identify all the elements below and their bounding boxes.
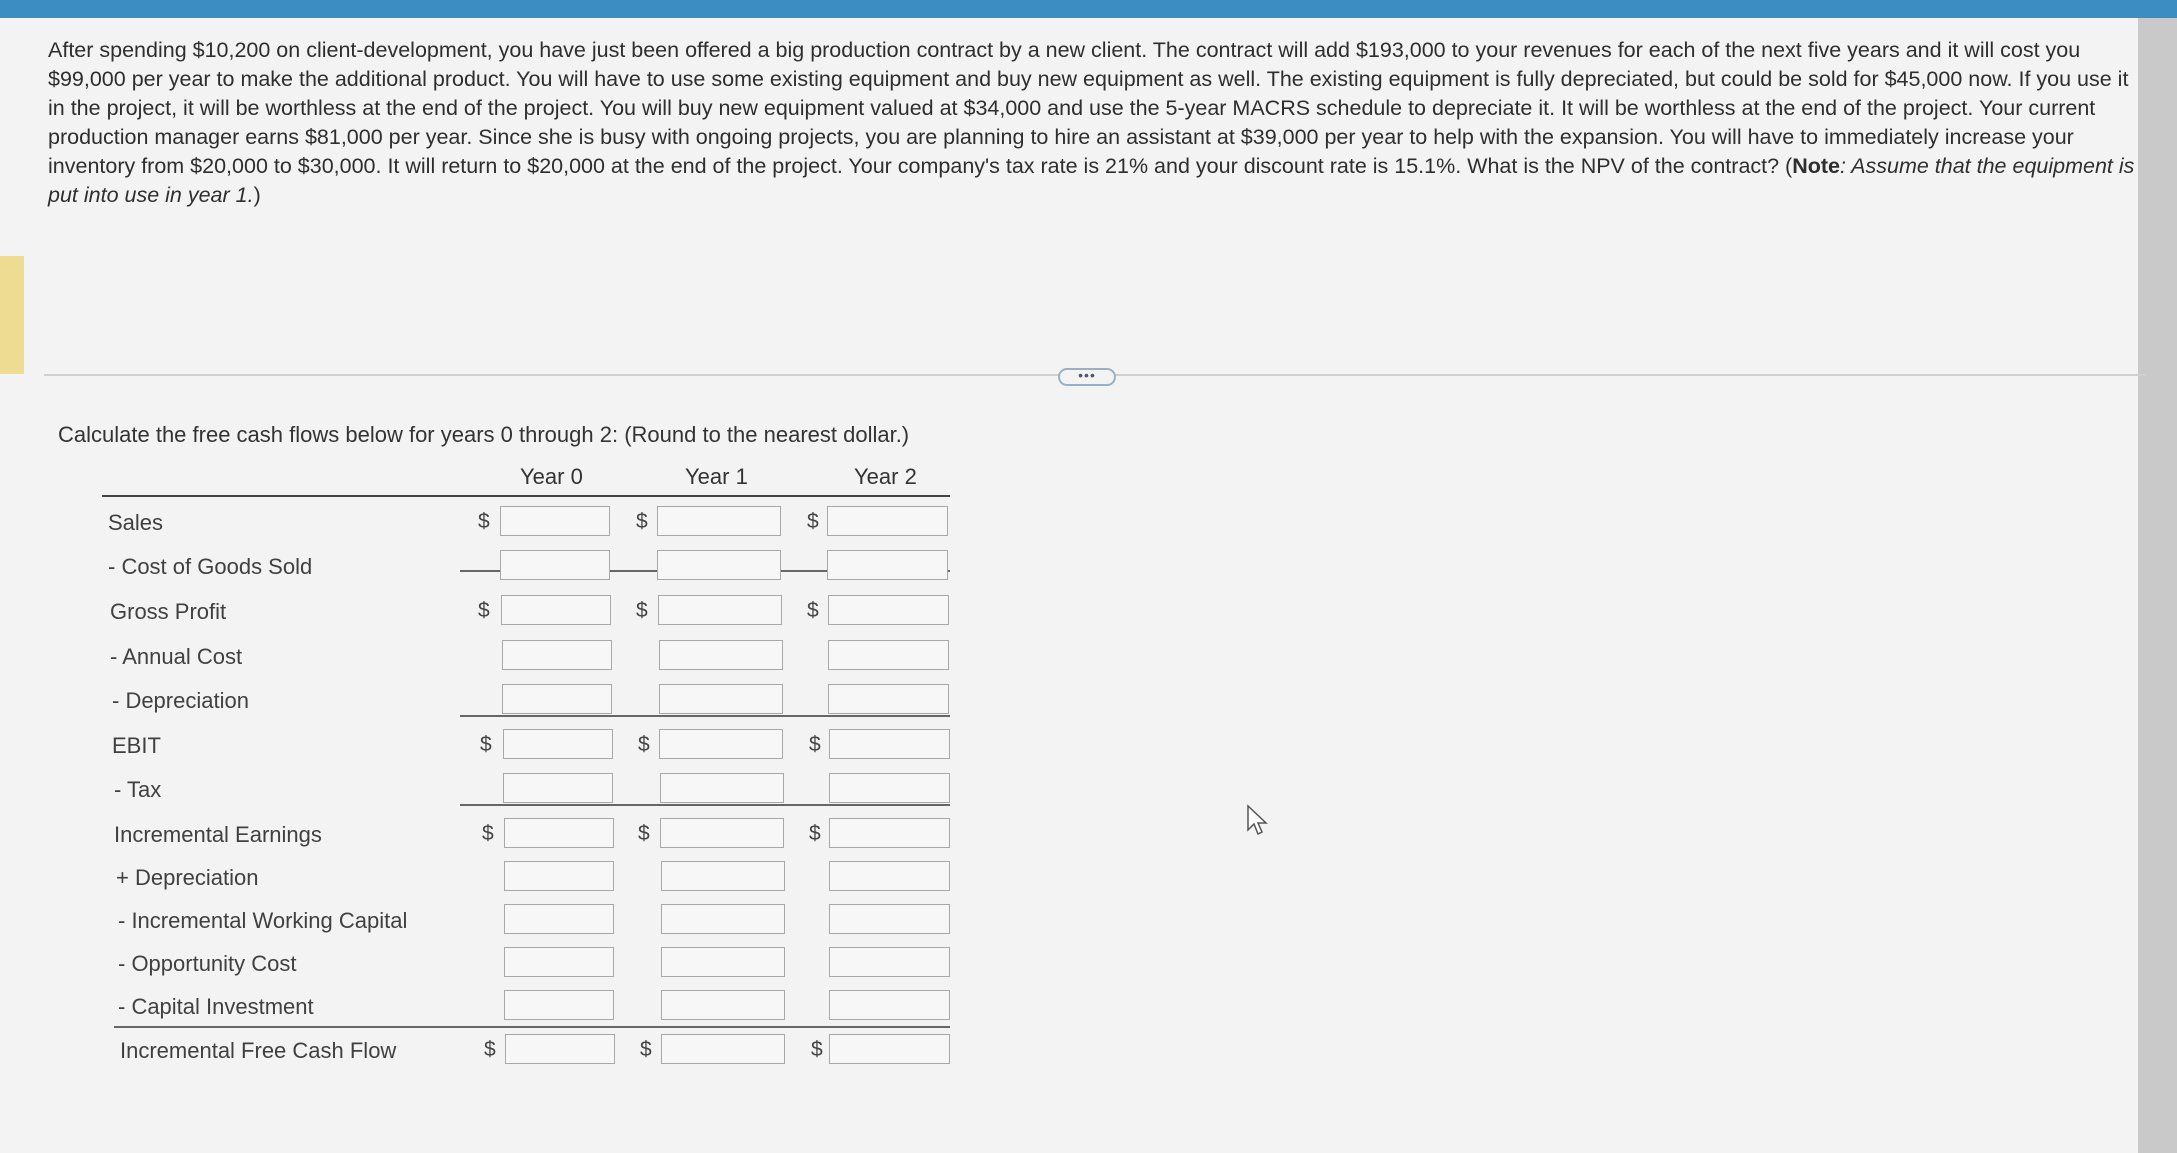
input-year0-row-3[interactable] [502,640,612,670]
input-year0-row-9[interactable] [504,904,614,934]
row-label: EBIT [112,733,161,758]
row-label: - Depreciation [112,688,249,713]
input-year2-row-8[interactable] [829,861,950,891]
input-year1-row-4[interactable] [659,684,783,714]
input-year2-row-7[interactable] [829,818,950,848]
input-year2-row-0[interactable] [827,506,948,536]
dollar-sign: $ [807,599,819,622]
row-label: Sales [108,510,164,535]
input-year2-row-3[interactable] [828,640,949,670]
input-year0-row-7[interactable] [504,818,614,848]
input-year2-row-4[interactable] [828,684,949,714]
row-label: - Opportunity Cost [118,951,297,976]
row-label: - Annual Cost [110,644,243,669]
dollar-sign: $ [638,822,650,845]
dollar-sign: $ [640,1038,652,1061]
side-tab[interactable] [0,256,24,374]
dollar-sign: $ [482,822,494,845]
subtotal-rule-ebit [460,715,950,717]
more-button[interactable]: ••• [1058,368,1116,386]
note-text: : Assume that the equipment is put into use in year 1. [48,154,2135,207]
input-year1-row-9[interactable] [661,904,785,934]
note-label: Note [1792,154,1840,178]
input-year2-row-9[interactable] [829,904,950,934]
input-year2-row-6[interactable] [829,773,950,803]
subtotal-rule-earnings [460,804,950,806]
dollar-sign: $ [809,822,821,845]
input-year1-row-10[interactable] [661,947,785,977]
row-label: Incremental Earnings [114,822,322,847]
dollar-sign: $ [636,510,648,533]
mouse-pointer-icon [1246,804,1270,843]
input-year0-row-2[interactable] [501,595,611,625]
input-year0-row-12[interactable] [505,1034,615,1064]
dollar-sign: $ [478,599,490,622]
input-year2-row-11[interactable] [829,990,950,1020]
dollar-sign: $ [807,510,819,533]
input-year1-row-8[interactable] [661,861,785,891]
dollar-sign: $ [638,733,650,756]
row-label: - Incremental Working Capital [118,908,408,933]
input-year0-row-4[interactable] [502,684,612,714]
input-year0-row-5[interactable] [503,729,613,759]
input-year2-row-1[interactable] [827,550,948,580]
row-label: - Cost of Goods Sold [108,554,313,579]
instruction: Calculate the free cash flows below for years 0 through 2: (Round to the nearest dollar.) [58,422,910,447]
row-label: + Depreciation [116,865,259,890]
input-year0-row-11[interactable] [504,990,614,1020]
top-bar [0,0,2177,18]
row-label: Incremental Free Cash Flow [120,1038,397,1063]
input-year2-row-12[interactable] [829,1034,950,1064]
close-paren: ) [253,183,261,207]
dollar-sign: $ [478,510,490,533]
dollar-sign: $ [809,733,821,756]
dollar-sign: $ [636,599,648,622]
row-label: Gross Profit [110,599,227,624]
input-year2-row-5[interactable] [829,729,950,759]
row-label: - Capital Investment [118,994,314,1019]
input-year1-row-7[interactable] [660,818,784,848]
input-year0-row-6[interactable] [503,773,613,803]
col-header-year1: Year 1 [685,464,748,489]
input-year1-row-3[interactable] [659,640,783,670]
input-year1-row-2[interactable] [658,595,782,625]
input-year1-row-5[interactable] [659,729,783,759]
input-year1-row-0[interactable] [657,506,781,536]
input-year1-row-6[interactable] [660,773,784,803]
dollar-sign: $ [480,733,492,756]
col-header-year2: Year 2 [854,464,917,489]
input-year0-row-8[interactable] [504,861,614,891]
problem-statement [48,36,2138,210]
subtotal-rule-fcf [114,1026,950,1028]
row-label: - Tax [114,777,162,802]
input-year0-row-0[interactable] [500,506,610,536]
header-rule [102,495,950,497]
input-year0-row-10[interactable] [504,947,614,977]
question-page [0,18,2138,1153]
dollar-sign: $ [484,1038,496,1061]
dollar-sign: $ [811,1038,823,1061]
input-year1-row-12[interactable] [661,1034,785,1064]
input-year0-row-1[interactable] [500,550,610,580]
input-year1-row-11[interactable] [661,990,785,1020]
problem-text: After spending $10,200 on client-development, you have just been offered a big production contract by a new client. The contract will add $193,000 to your revenues for each of the next five years and it will cost you $99,000 per year to make the additional product. You will have to use some existing equipment and buy new equipment as well. The existing equipment is fully depreciated, but could be sold for $45,000 now. If you use it in the project, it will be worthless at the end of the project. You will buy new equipment valued at $34,000 and use the 5-year MACRS schedule to depreciate it. It will be worthless at the end of the project. Your current production manager earns $81,000 per year. Since she is busy with ongoing projects, you are planning to hire an assistant at $39,000 per year to help with the expansion. You will have to immediately increase your inventory from $20,000 to $30,000. It will return to $20,000 at the end of the project. Your company's tax rate is 21% and your discount rate is 15.1%. What is the NPV of the contract? ( [48,38,2129,178]
input-year2-row-2[interactable] [828,595,949,625]
input-year1-row-1[interactable] [657,550,781,580]
col-header-year0: Year 0 [520,464,583,489]
input-year2-row-10[interactable] [829,947,950,977]
